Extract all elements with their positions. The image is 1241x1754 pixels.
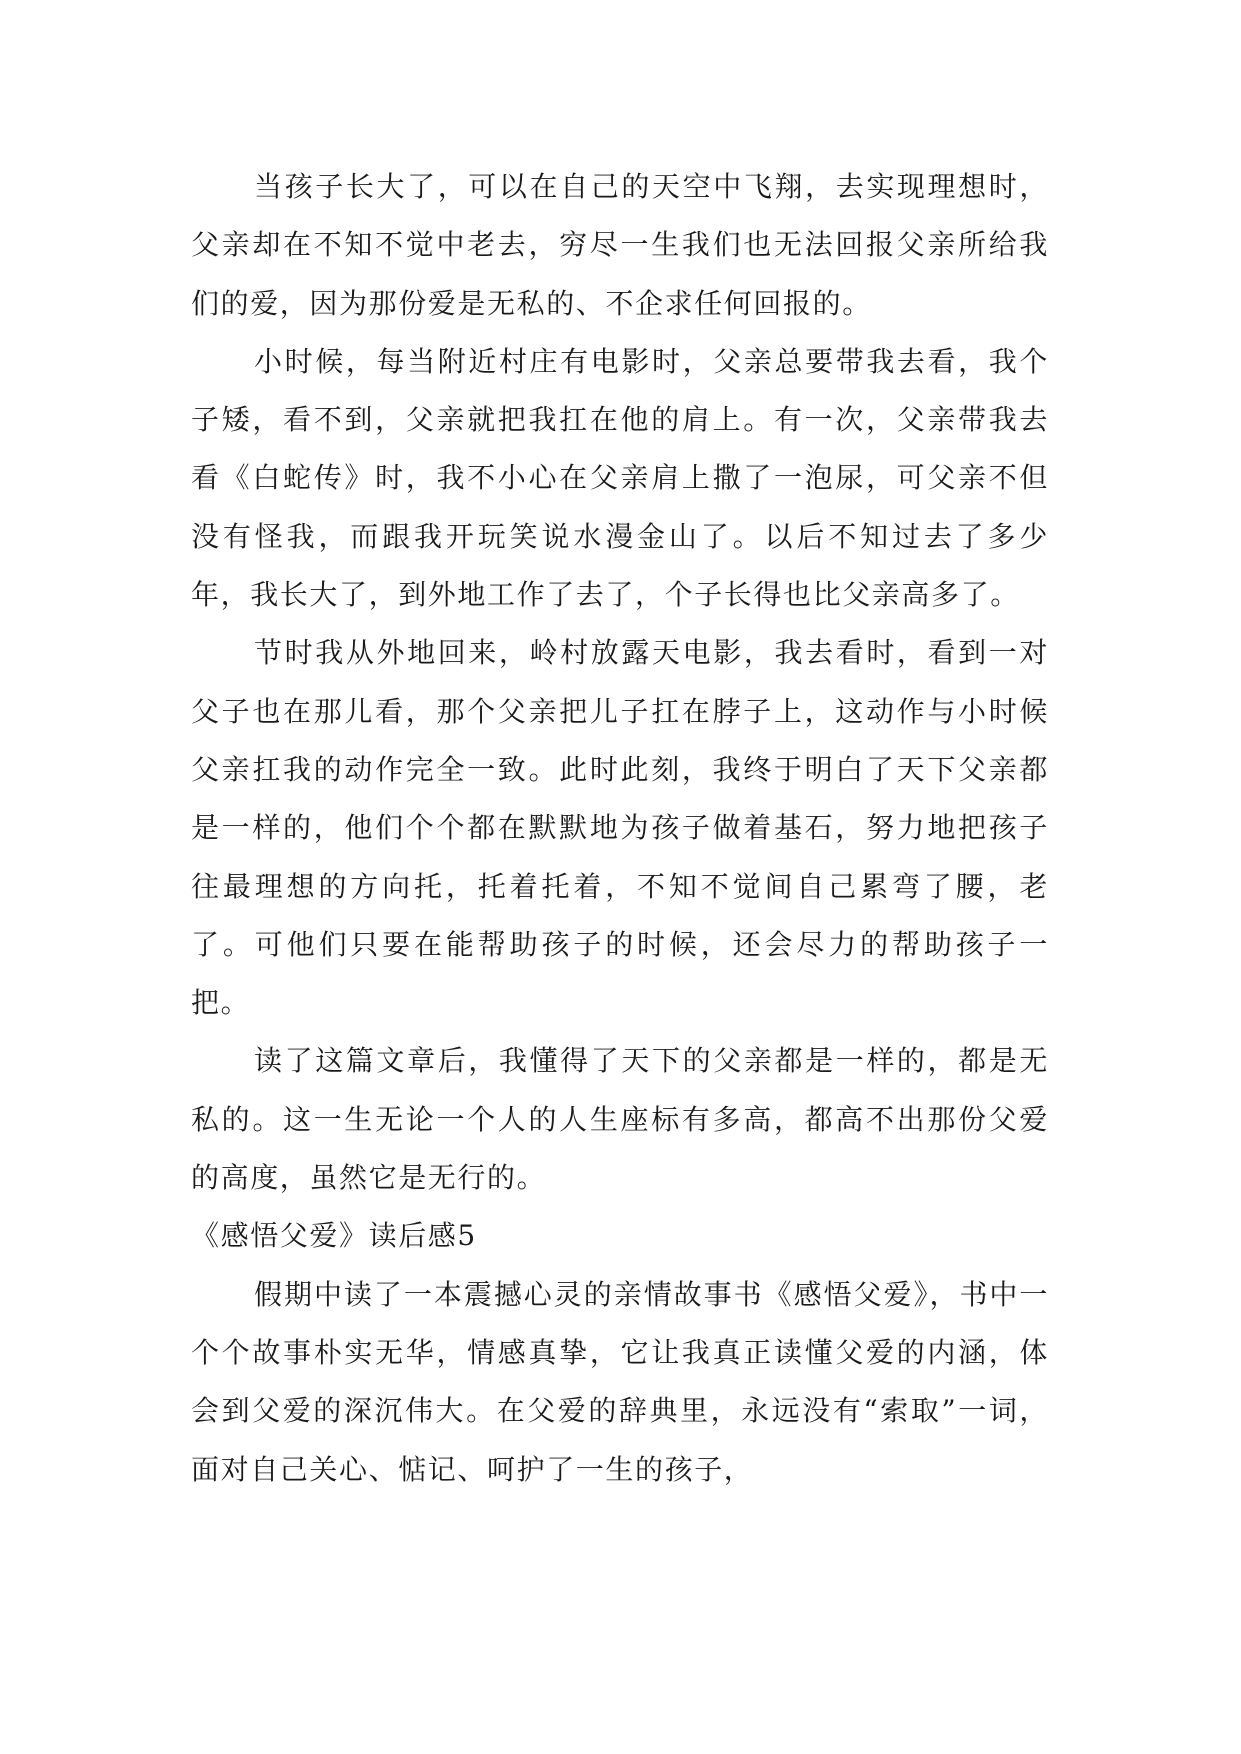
document-body bbox=[191, 158, 1049, 1499]
paragraph-1: 当孩子长大了，可以在自己的天空中飞翔，去实现理想时，父亲却在不知不觉中老去，穷尽一生我们也无法回报父亲所给我们的爱，因为那份爱是无私的、不企求任何回报的。 bbox=[191, 170, 1049, 320]
paragraph-2: 小时候，每当附近村庄有电影时，父亲总要带我去看，我个子矮，看不到，父亲就把我扛在他的肩上。有一次，父亲带我去看《白蛇传》时，我不小心在父亲肩上撒了一泡尿，可父亲不但没有怪我，而跟我开玩笑说水漫金山了。以后不知过去了多少年，我长大了，到外地工作了去了，个子长得也比父亲高多了。 bbox=[191, 344, 1049, 612]
paragraph-5: 假期中读了一本震撼心灵的亲情故事书《感悟父爱》，书中一个个故事朴实无华，情感真挚，它让我真正读懂父爱的内涵，体会到父爱的深沉伟大。在父爱的辞典里，永远没有“索取”一词，面对自己关心、惦记、呵护了一生的孩子， bbox=[191, 1277, 1049, 1486]
paragraph-4: 读了这篇文章后，我懂得了天下的父亲都是一样的，都是无私的。这一生无论一个人的人生座标有多高，都高不出那份父爱的高度，虽然它是无行的。 bbox=[191, 1044, 1049, 1195]
section-heading: 《感悟父爱》读后感5 bbox=[191, 1219, 477, 1253]
paragraph-3: 节时我从外地回来，岭村放露天电影，我去看时，看到一对父子也在那儿看，那个父亲把儿子扛在脖子上，这动作与小时候父亲扛我的动作完全一致。此时此刻，我终于明白了天下父亲都是一样的，他们个个都在默默地为孩子做着基石，努力地把孩子往最理想的方向托，托着托着，不知不觉间自己累弯了腰，老了。可他们只要在能帮助孩子的时候，还会尽力的帮助孩子一把。 bbox=[191, 636, 1049, 1020]
